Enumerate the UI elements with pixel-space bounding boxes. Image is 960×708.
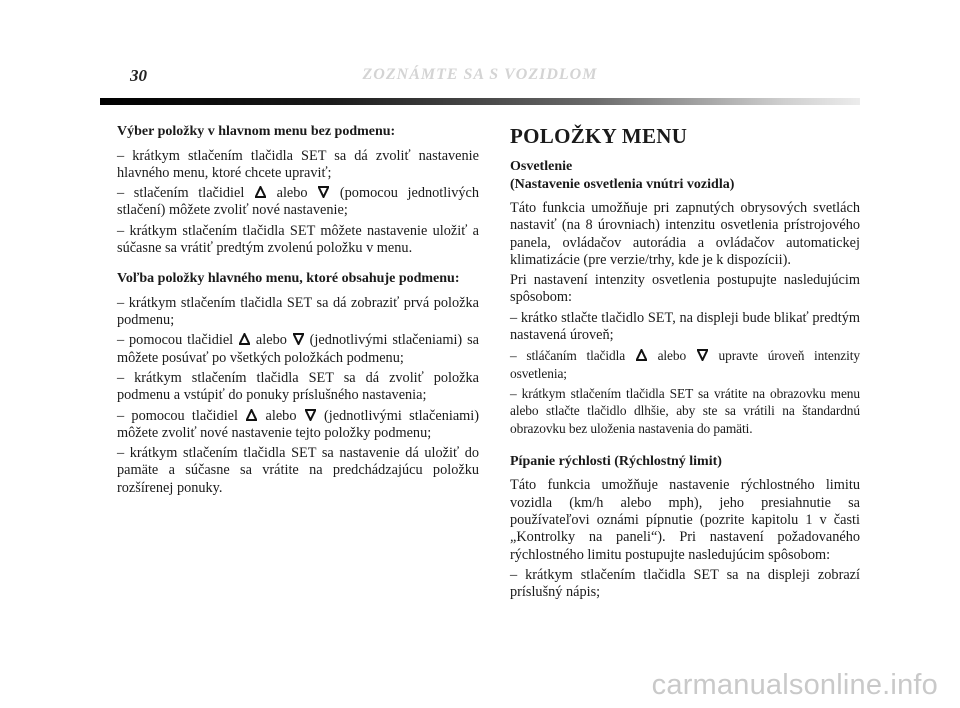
paragraph: Pri nastavení intenzity osvetlenia postupujte nasledujúcim spôsobom: (510, 272, 860, 306)
watermark: carmanualsonline.info (651, 669, 938, 701)
paragraph: Táto funkcia umožňuje pri zapnutých obrysových svetlách nastaviť (na 8 úrovniach) intenzitu osvetlenia prístrojového panela, ovládačov autorádia a ovládačov automatickej klimatizácie (pre verzie/trhy, kde je k dispozícii). (510, 200, 860, 268)
header-rule (100, 98, 860, 105)
up-arrow-icon (246, 409, 257, 421)
heading-lighting: Osvetlenie (Nastavenie osvetlenia vnútri vozidla) (510, 159, 735, 192)
paragraph: – krátkym stlačením tlačidla SET sa vrátite na obrazovku menu alebo stlačte tlačidlo dlhšie, aby ste sa vrátili na štandardnú obrazovku bez uloženia nastavenia do pamäti. (510, 385, 860, 436)
paragraph: – krátkym stlačením tlačidla SET sa dá zvoliť nastavenie hlavného menu, ktoré chcete upraviť; (117, 147, 479, 181)
heading-speed-beep: Pípanie rýchlosti (Rýchlostný limit) (510, 453, 722, 469)
up-arrow-icon (255, 186, 266, 198)
right-column (510, 123, 860, 604)
paragraph: Táto funkcia umožňuje nastavenie rýchlostného limitu vozidla (km/h alebo mph), jeho presiahnutie sa používateľovi oznámi pípnutie (pozrite kapitolu 1 v časti „Kontrolky na paneli“). Pri nastavení požadovaného rýchlostného limitu postupujte nasledujúcim spôsobom: (510, 477, 860, 563)
down-arrow-icon (293, 333, 304, 345)
heading-main-menu-no-submenu: Výber položky v hlavnom menu bez podmenu: (117, 124, 396, 139)
left-column (117, 123, 479, 500)
up-arrow-icon (239, 333, 250, 345)
down-arrow-icon (318, 186, 329, 198)
paragraph: – pomocou tlačidiel alebo (jednotlivými stlačeniami) sa môžete posúvať po všetkých položkách podmenu; (117, 332, 479, 366)
up-arrow-icon (636, 349, 647, 361)
paragraph: – krátkym stlačením tlačidla SET sa na displeji zobrazí príslušný nápis; (510, 566, 860, 601)
heading-main-menu-with-submenu: Voľba položky hlavného menu, ktoré obsahuje podmenu: (117, 271, 460, 287)
paragraph: – krátkym stlačením tlačidla SET môžete nastavenie uložiť a súčasne sa vrátiť predtým zvolenú položku v menu. (117, 222, 479, 256)
paragraph: – stlačením tlačidiel alebo (pomocou jednotlivých stlačení) môžete zvoliť nové nastavenie; (117, 185, 479, 219)
paragraph: – krátkym stlačením tlačidla SET sa nastavenie dá uložiť do pamäte a súčasne sa vrátite na predchádzajúcu položku rozšírenej ponuky. (117, 445, 479, 496)
running-title: ZOZNÁMTE SA S VOZIDLOM (362, 66, 598, 83)
paragraph: – krátko stlačte tlačidlo SET, na displeji bude blikať predtým nastavená úroveň; (510, 309, 860, 344)
page-number: 30 (130, 66, 147, 85)
paragraph: – stláčaním tlačidla alebo upravte úroveň intenzity osvetlenia; (510, 348, 860, 381)
down-arrow-icon (697, 349, 708, 361)
paragraph: – krátkym stlačením tlačidla SET sa dá zvoliť položka podmenu a vstúpiť do ponuky príslušného nastavenia; (117, 369, 479, 404)
paragraph: – krátkym stlačením tlačidla SET sa dá zobraziť prvá položka podmenu; (117, 294, 479, 329)
down-arrow-icon (305, 409, 316, 421)
section-title: POLOŽKY MENU (510, 124, 688, 148)
paragraph: – pomocou tlačidiel alebo (jednotlivými stlačeniami) môžete zvoliť nové nastavenie tejto položky podmenu; (117, 407, 480, 441)
